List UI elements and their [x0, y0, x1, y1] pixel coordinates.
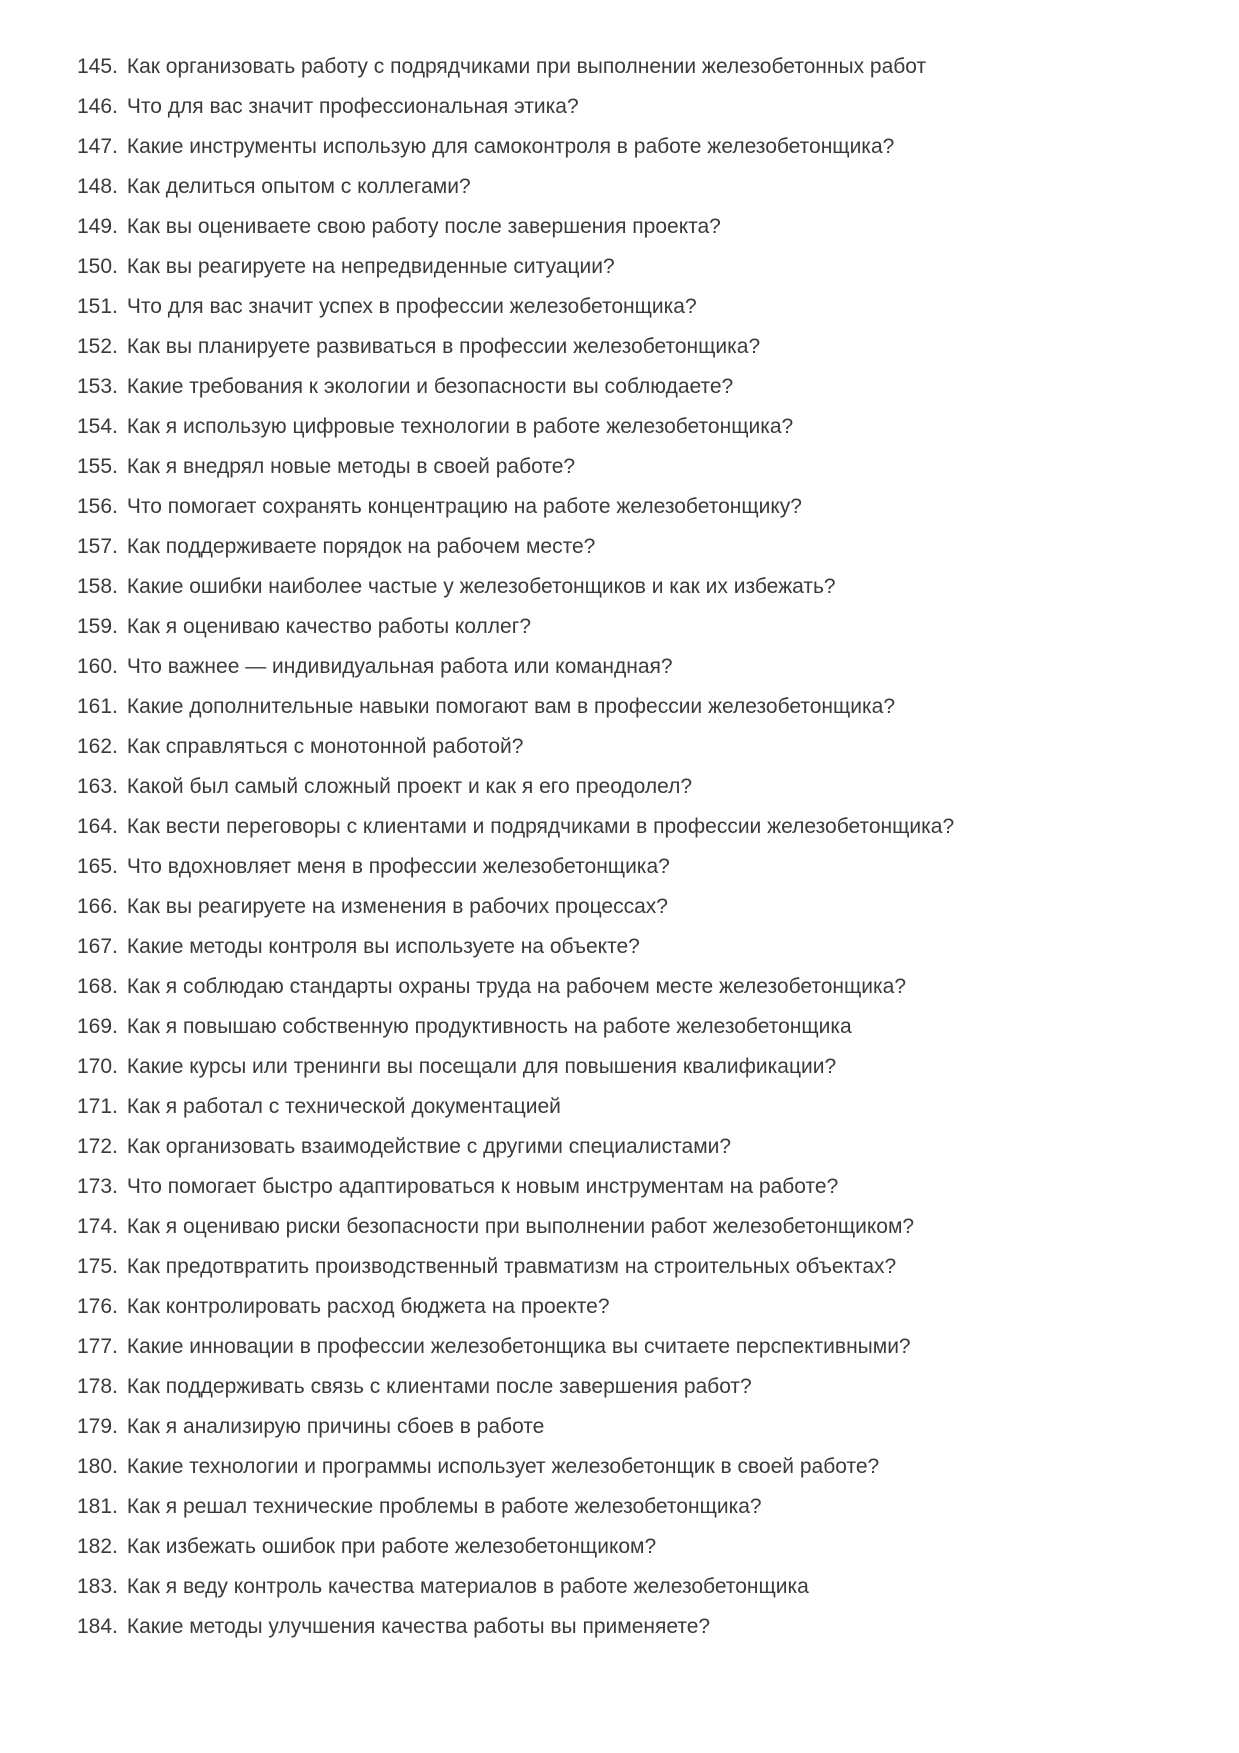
item-text: Что помогает сохранять концентрацию на работе железобетонщику?: [126, 495, 802, 518]
list-item: [77, 1527, 1179, 1567]
item-text: Какие ошибки наиболее частые у железобетонщиков и как их избежать?: [126, 575, 836, 598]
item-text: Что важнее — индивидуальная работа или командная?: [126, 655, 673, 678]
item-number: 162.: [77, 735, 118, 758]
list-item: [77, 327, 1179, 367]
item-number: 168.: [77, 975, 118, 998]
item-text: Как поддерживать связь с клиентами после завершения работ?: [126, 1375, 752, 1398]
list-item: [77, 207, 1179, 247]
list-item: [77, 1247, 1179, 1287]
item-text: Что помогает быстро адаптироваться к новым инструментам на работе?: [126, 1175, 839, 1198]
item-number: 180.: [77, 1455, 118, 1478]
item-number: 155.: [77, 455, 118, 478]
item-number: 159.: [77, 615, 118, 638]
list-item: [77, 1327, 1179, 1367]
item-text: Какие методы улучшения качества работы вы применяете?: [126, 1615, 711, 1638]
item-text: Какие инструменты использую для самоконтроля в работе железобетонщика?: [126, 135, 895, 158]
list-item: [77, 1487, 1179, 1527]
item-number: 165.: [77, 855, 118, 878]
item-number: 175.: [77, 1255, 118, 1278]
item-number: 154.: [77, 415, 118, 438]
list-item: [77, 727, 1179, 767]
question-list: [77, 47, 1179, 1647]
list-item: [77, 247, 1179, 287]
item-text: Как организовать работу с подрядчиками при выполнении железобетонных работ: [126, 55, 927, 78]
item-text: Что вдохновляет меня в профессии железобетонщика?: [126, 855, 670, 878]
item-text: Какой был самый сложный проект и как я его преодолел?: [126, 775, 693, 798]
item-number: 167.: [77, 935, 118, 958]
list-item: [77, 407, 1179, 447]
item-number: 153.: [77, 375, 118, 398]
item-number: 176.: [77, 1295, 118, 1318]
item-text: Как вы реагируете на изменения в рабочих процессах?: [126, 895, 668, 918]
item-text: Как избежать ошибок при работе железобетонщиком?: [126, 1535, 657, 1558]
list-item: [77, 1087, 1179, 1127]
item-text: Как справляться с монотонной работой?: [126, 735, 524, 758]
item-text: Как организовать взаимодействие с другими специалистами?: [126, 1135, 732, 1158]
item-text: Как вести переговоры с клиентами и подрядчиками в профессии железобетонщика?: [126, 815, 955, 838]
list-item: [77, 687, 1179, 727]
list-item: [77, 887, 1179, 927]
item-text: Как делиться опытом с коллегами?: [126, 175, 471, 198]
list-item: [77, 1367, 1179, 1407]
item-number: 171.: [77, 1095, 118, 1118]
item-text: Как я веду контроль качества материалов в работе железобетонщика: [126, 1575, 809, 1598]
item-number: 169.: [77, 1015, 118, 1038]
item-number: 177.: [77, 1335, 118, 1358]
list-item: [77, 1127, 1179, 1167]
item-number: 152.: [77, 335, 118, 358]
item-text: Какие курсы или тренинги вы посещали для повышения квалификации?: [126, 1055, 837, 1078]
list-item: [77, 87, 1179, 127]
item-number: 170.: [77, 1055, 118, 1078]
list-item: [77, 1047, 1179, 1087]
item-number: 174.: [77, 1215, 118, 1238]
item-number: 182.: [77, 1535, 118, 1558]
item-number: 151.: [77, 295, 118, 318]
list-item: [77, 487, 1179, 527]
list-item: [77, 847, 1179, 887]
item-number: 150.: [77, 255, 118, 278]
item-number: 148.: [77, 175, 118, 198]
item-number: 166.: [77, 895, 118, 918]
item-text: Как вы реагируете на непредвиденные ситуации?: [126, 255, 615, 278]
list-item: [77, 1007, 1179, 1047]
list-item: [77, 767, 1179, 807]
item-text: Как я работал с технической документацией: [126, 1095, 561, 1118]
item-text: Как я повышаю собственную продуктивность на работе железобетонщика: [126, 1015, 852, 1038]
list-item: [77, 967, 1179, 1007]
list-item: [77, 287, 1179, 327]
list-item: [77, 607, 1179, 647]
list-item: [77, 47, 1179, 87]
item-number: 146.: [77, 95, 118, 118]
item-text: Какие методы контроля вы используете на объекте?: [126, 935, 640, 958]
item-text: Как я оцениваю качество работы коллег?: [126, 615, 532, 638]
item-number: 149.: [77, 215, 118, 238]
item-number: 172.: [77, 1135, 118, 1158]
list-item: [77, 367, 1179, 407]
list-item: [77, 567, 1179, 607]
list-item: [77, 527, 1179, 567]
list-item: [77, 127, 1179, 167]
item-number: 163.: [77, 775, 118, 798]
item-text: Как я использую цифровые технологии в работе железобетонщика?: [126, 415, 794, 438]
item-number: 179.: [77, 1415, 118, 1438]
list-item: [77, 167, 1179, 207]
list-item: [77, 1407, 1179, 1447]
item-text: Как я решал технические проблемы в работе железобетонщика?: [126, 1495, 762, 1518]
item-text: Что для вас значит профессиональная этика?: [126, 95, 579, 118]
item-text: Как я соблюдаю стандарты охраны труда на рабочем месте железобетонщика?: [126, 975, 907, 998]
item-text: Какие дополнительные навыки помогают вам в профессии железобетонщика?: [126, 695, 896, 718]
item-number: 164.: [77, 815, 118, 838]
item-text: Как я оцениваю риски безопасности при выполнении работ железобетонщиком?: [126, 1215, 915, 1238]
list-item: [77, 1287, 1179, 1327]
item-text: Как предотвратить производственный травматизм на строительных объектах?: [126, 1255, 897, 1278]
item-text: Какие технологии и программы использует железобетонщик в своей работе?: [126, 1455, 880, 1478]
list-item: [77, 1567, 1179, 1607]
list-item: [77, 807, 1179, 847]
item-number: 183.: [77, 1575, 118, 1598]
item-number: 184.: [77, 1615, 118, 1638]
item-text: Как вы оцениваете свою работу после завершения проекта?: [126, 215, 721, 238]
item-number: 173.: [77, 1175, 118, 1198]
list-item: [77, 1447, 1179, 1487]
item-text: Какие инновации в профессии железобетонщика вы считаете перспективными?: [126, 1335, 911, 1358]
list-item: [77, 1607, 1179, 1647]
item-number: 160.: [77, 655, 118, 678]
item-text: Какие требования к экологии и безопасности вы соблюдаете?: [126, 375, 734, 398]
item-text: Что для вас значит успех в профессии железобетонщика?: [126, 295, 697, 318]
item-text: Как поддерживаете порядок на рабочем месте?: [126, 535, 596, 558]
list-item: [77, 927, 1179, 967]
item-number: 156.: [77, 495, 118, 518]
item-text: Как контролировать расход бюджета на проекте?: [126, 1295, 610, 1318]
item-number: 145.: [77, 55, 118, 78]
item-text: Как я анализирую причины сбоев в работе: [126, 1415, 545, 1438]
item-text: Как я внедрял новые методы в своей работе?: [126, 455, 576, 478]
item-number: 147.: [77, 135, 118, 158]
list-item: [77, 647, 1179, 687]
list-item: [77, 447, 1179, 487]
item-number: 158.: [77, 575, 118, 598]
item-number: 161.: [77, 695, 118, 718]
item-text: Как вы планируете развиваться в профессии железобетонщика?: [126, 335, 761, 358]
list-item: [77, 1167, 1179, 1207]
list-item: [77, 1207, 1179, 1247]
item-number: 181.: [77, 1495, 118, 1518]
item-number: 157.: [77, 535, 118, 558]
item-number: 178.: [77, 1375, 118, 1398]
